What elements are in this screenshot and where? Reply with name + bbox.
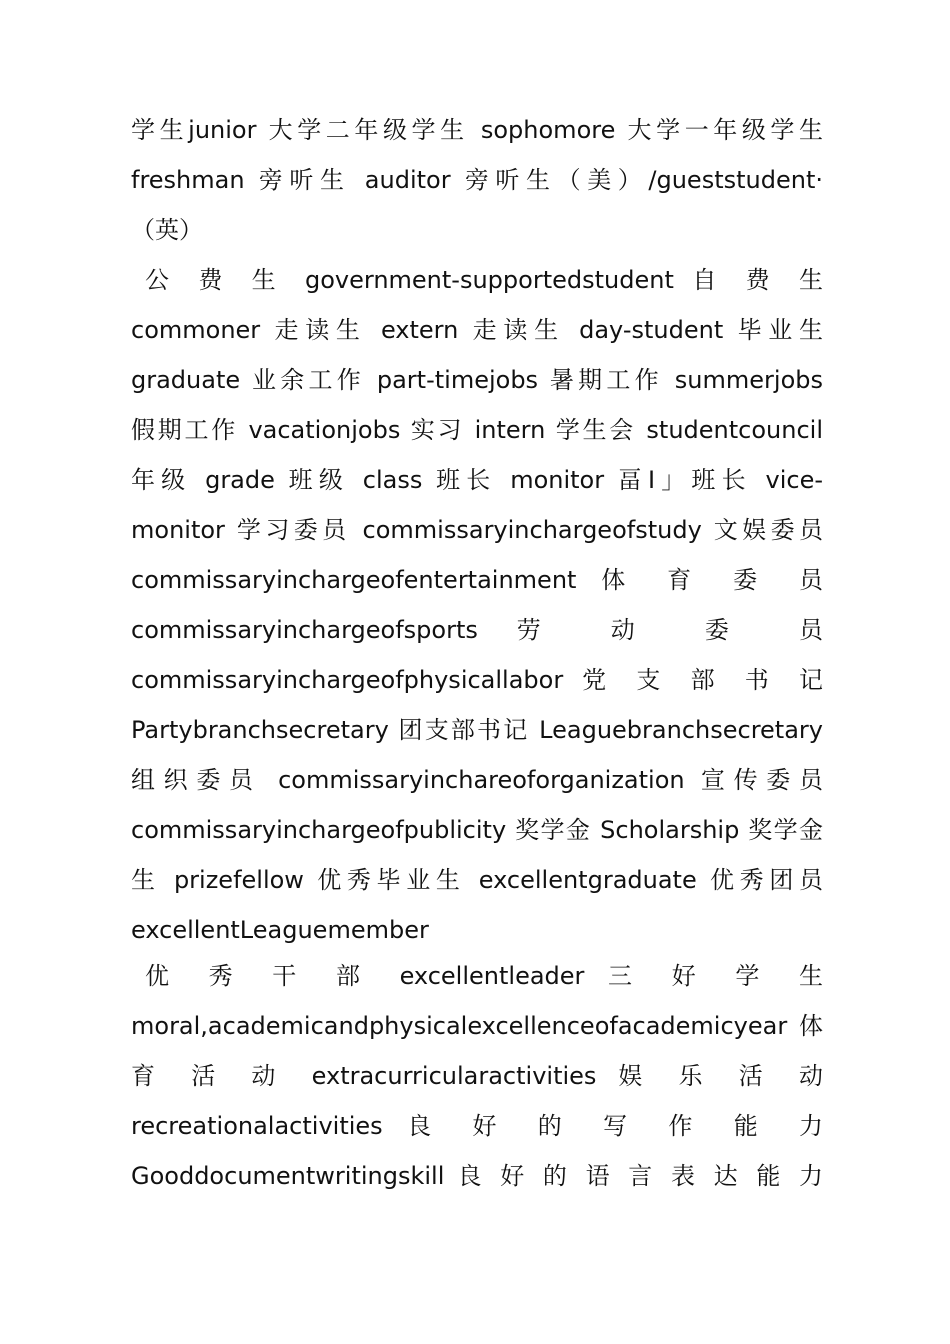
paragraph-3 [131, 951, 823, 1201]
text-line: graduate 业余工作 part-timejobs 暑期工作 summerjobs [131, 366, 823, 394]
text-line: Partybranchsecretary 团支部书记 Leaguebranchsecretary [131, 716, 823, 744]
text-line: 年级 grade 班级 class 班长 monitor 畐I」班长 vice- [131, 466, 823, 494]
text-line: recreationalactivities 良 好 的 写 作 能 力 [131, 1112, 823, 1140]
text-line: excellentLeaguemember [131, 916, 429, 944]
paragraph-1 [131, 105, 823, 255]
text-line: commissaryinchargeofphysicallabor 党 支 部 书 记 [131, 666, 823, 694]
text-line: commissaryinchargeofentertainment 体 育 委 员 [131, 566, 823, 594]
text-line: 育 活 动 extracurricularactivities 娱 乐 活 动 [131, 1062, 823, 1090]
text-line: commoner 走读生 extern 走读生 day-student 毕业生 [131, 316, 823, 344]
text-line: 组织委员 commissaryinchareoforganization 宣传委员 [131, 766, 823, 794]
paragraph-2 [131, 255, 823, 955]
text-line: （英） [131, 216, 203, 244]
text-line: moral,academicandphysicalexcellenceofacademicyear 体 [131, 1012, 823, 1040]
text-line: 假期工作 vacationjobs 实习 intern 学生会 studentcouncil [131, 416, 823, 444]
text-line: Gooddocumentwritingskill 良 好 的 语 言 表 达 能 力 [131, 1162, 823, 1190]
text-line: commissaryinchargeofpublicity 奖学金 Scholarship 奖学金 [131, 816, 823, 844]
text-line: commissaryinchargeofsports 劳 动 委 员 [131, 616, 823, 644]
text-line: freshman 旁听生 auditor 旁听生（美）/gueststudent· [131, 166, 823, 194]
text-line: 公 费 生 government-supportedstudent 自 费 生 [145, 266, 823, 294]
text-line: 优 秀 干 部 excellentleader 三 好 学 生 [145, 962, 823, 990]
text-line: 学生junior 大学二年级学生 sophomore 大学一年级学生 [131, 116, 823, 144]
text-line: 生 prizefellow 优秀毕业生 excellentgraduate 优秀团员 [131, 866, 823, 894]
text-line: monitor 学习委员 commissaryinchargeofstudy 文娱委员 [131, 516, 823, 544]
